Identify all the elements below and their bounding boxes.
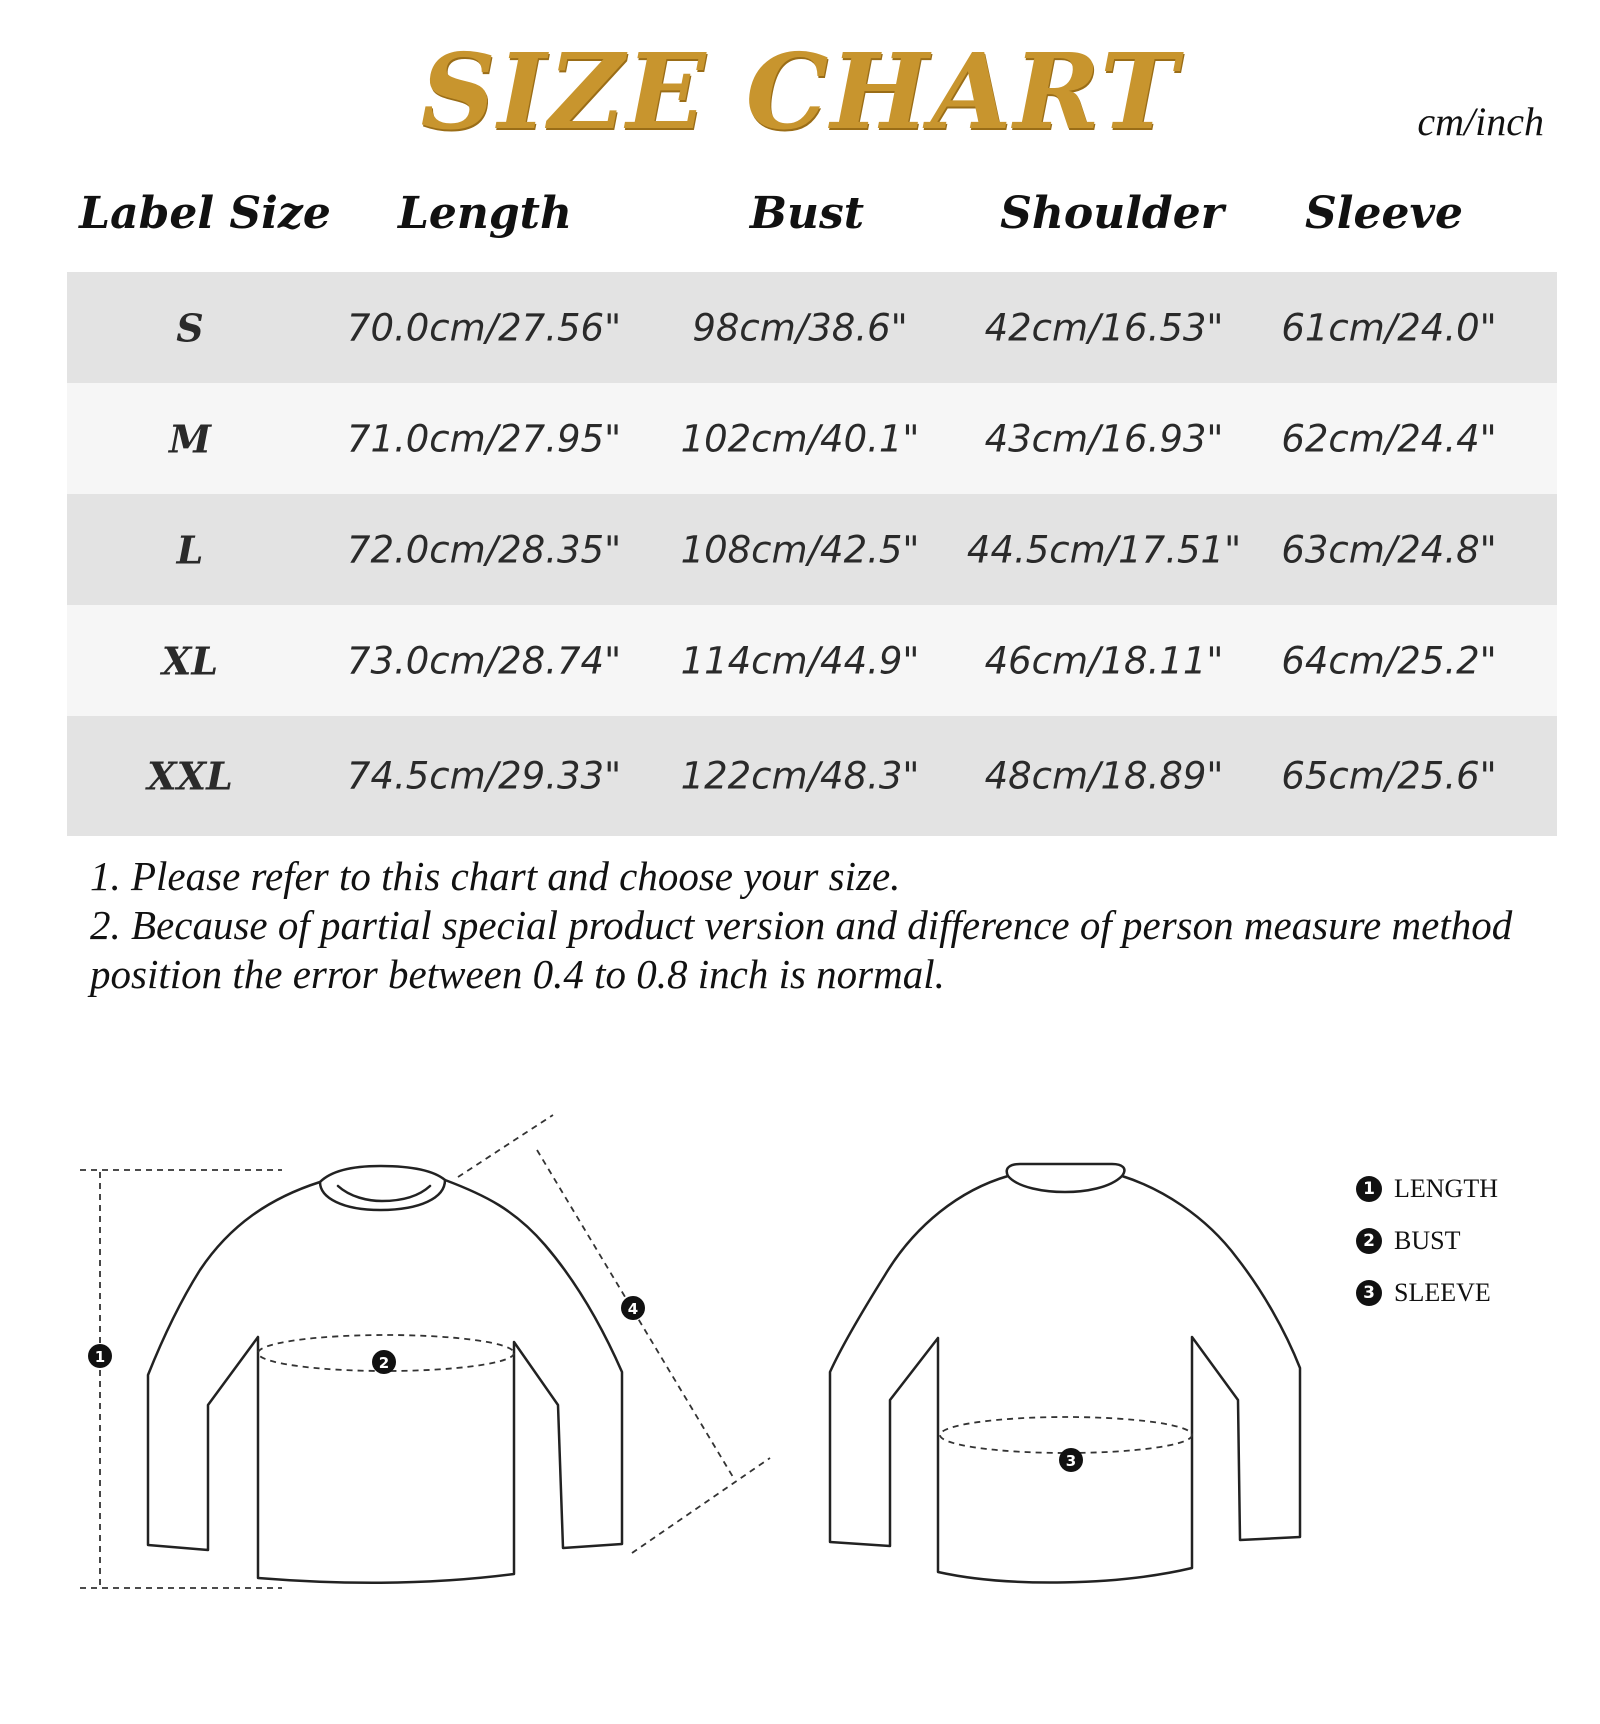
cell-size: M [168, 416, 212, 461]
table-row [67, 272, 1557, 383]
header-label-size: Label Size [79, 188, 331, 239]
cell-size: XXL [147, 753, 233, 799]
front-shirt-illustration [148, 1166, 622, 1583]
size-table [67, 166, 1557, 836]
header-bust: Bust [749, 188, 865, 239]
page-title: SIZE CHART [420, 30, 1180, 153]
notes [90, 852, 1570, 999]
cell-sleeve: 64cm/25.2" [1281, 639, 1497, 682]
cell-shoulder: 44.5cm/17.51" [966, 528, 1242, 571]
cell-sleeve: 63cm/24.8" [1281, 528, 1497, 571]
legend-label: LENGTH [1394, 1174, 1498, 1203]
marker-1 [88, 1344, 112, 1368]
svg-text:3: 3 [1065, 1452, 1077, 1470]
cell-bust: 122cm/48.3" [680, 754, 920, 798]
legend-label: BUST [1394, 1226, 1461, 1255]
legend-number: 2 [1356, 1228, 1382, 1254]
cell-shoulder: 48cm/18.89" [984, 754, 1224, 798]
legend-label: SLEEVE [1394, 1278, 1491, 1307]
table-row [67, 383, 1557, 494]
legend-number: 1 [1356, 1176, 1382, 1202]
table-header [67, 166, 1557, 272]
svg-text:4: 4 [627, 1300, 639, 1318]
legend-item-bust [1356, 1215, 1498, 1267]
cell-bust: 108cm/42.5" [680, 528, 920, 571]
table-row [67, 605, 1557, 716]
header-length: Length [397, 188, 573, 239]
cell-size: XL [161, 638, 219, 683]
cell-size: L [176, 527, 204, 572]
cell-length: 73.0cm/28.74" [346, 639, 622, 682]
cell-bust: 114cm/44.9" [680, 639, 920, 682]
cell-shoulder: 46cm/18.11" [984, 639, 1224, 682]
cell-length: 71.0cm/27.95" [346, 417, 622, 460]
marker-4 [621, 1296, 645, 1320]
cell-bust: 98cm/38.6" [692, 306, 908, 349]
cell-length: 72.0cm/28.35" [346, 528, 622, 571]
note-line: 2. Because of partial special product version and difference of person measure method [90, 902, 1513, 948]
back-shirt-illustration [830, 1164, 1300, 1583]
cell-shoulder: 43cm/16.93" [984, 417, 1224, 460]
svg-text:1: 1 [94, 1348, 106, 1366]
unit-label: cm/inch [1417, 99, 1544, 144]
measurement-legend [1356, 1163, 1498, 1319]
table-row [67, 494, 1557, 605]
table-row [67, 716, 1557, 836]
cell-shoulder: 42cm/16.53" [984, 306, 1224, 349]
svg-text:2: 2 [378, 1354, 390, 1372]
cell-length: 74.5cm/29.33" [346, 754, 622, 798]
legend-item-length [1356, 1163, 1498, 1215]
header-sleeve: Sleeve [1304, 188, 1464, 239]
legend-number: 3 [1356, 1280, 1382, 1306]
note-line: 1. Please refer to this chart and choose your size. [90, 853, 901, 899]
cell-size: S [176, 305, 204, 350]
marker-3 [1059, 1448, 1083, 1472]
cell-sleeve: 65cm/25.6" [1281, 754, 1497, 798]
cell-sleeve: 62cm/24.4" [1281, 417, 1497, 460]
cell-bust: 102cm/40.1" [680, 417, 920, 460]
header-shoulder: Shoulder [1000, 188, 1224, 239]
cell-sleeve: 61cm/24.0" [1281, 306, 1497, 349]
note-line: position the error between 0.4 to 0.8 inch is normal. [90, 951, 945, 997]
marker-2 [372, 1350, 396, 1374]
legend-item-sleeve [1356, 1267, 1498, 1319]
cell-length: 70.0cm/27.56" [346, 306, 622, 349]
